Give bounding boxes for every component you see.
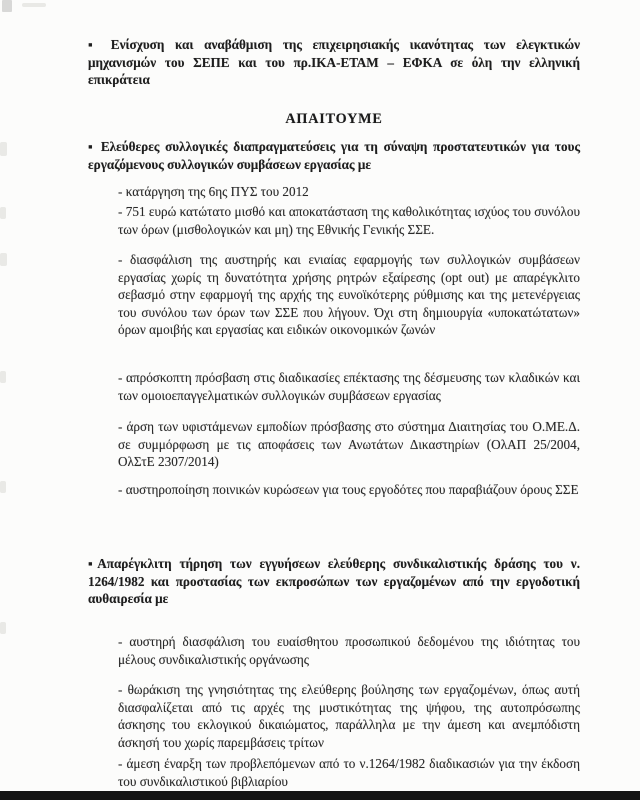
section-title-text: Απαρέγκλιτη τήρηση των εγγυήσεων ελεύθερης συνδικαλιστικής δράσης του ν. 1264/1982 και προστασίας των εκπροσώπων των εργαζομένων από την εργοδοτική αυθαιρεσία με	[88, 556, 580, 606]
demand-item-text: - άμεση έναρξη των προβλεπόμενων από το ν.1264/1982 διαδικασιών για την έκδοση του συνδικαλιστικού βιβλιαρίου	[118, 756, 580, 789]
scan-artifact	[2, 0, 12, 12]
main-heading: ΑΠΑΙΤΟΥΜΕ	[285, 111, 383, 127]
demand-item	[118, 251, 580, 339]
demand-item-text: - αυστηροποίηση ποινικών κυρώσεων για τους εργοδότες που παραβιάζουν όρους ΣΣΕ	[118, 482, 579, 497]
demand-item	[118, 633, 580, 668]
scan-artifact	[0, 142, 7, 156]
scan-artifact	[0, 481, 6, 493]
demand-item	[118, 681, 580, 751]
intro-bullet-text: Ενίσχυση και αναβάθμιση της επιχειρησιακής ικανότητας των ελεγκτικών μηχανισμών του ΣΕΠΕ και του πρ.ΙΚΑ-ΕΤΑΜ – ΕΦΚΑ σε όλη την ελληνική επικράτεια	[88, 37, 580, 87]
demand-item-text: - 751 ευρώ κατώτατο μισθό και αποκατάσταση της καθολικότητας ισχύος του συνόλου των όρων (μισθολογικών και μη) της Εθνικής Γενικής ΣΣΕ.	[118, 204, 580, 237]
square-bullet-icon: ▪	[88, 139, 96, 154]
scan-edge-bar	[0, 791, 640, 800]
scan-artifact	[0, 207, 6, 219]
section-title-collective-bargaining	[88, 138, 580, 173]
demand-item-text: - κατάργηση της 6ης ΠΥΣ του 2012	[118, 184, 309, 199]
demand-item	[118, 481, 580, 499]
demand-item-text: - αυστηρή διασφάλιση του ευαίσθητου προσωπικού δεδομένου της ιδιότητας του μέλους συνδικαλιστικής οργάνωσης	[118, 634, 580, 667]
section-title-text: Ελεύθερες συλλογικές διαπραγματεύσεις για τη σύναψη προστατευτικών για τους εργαζόμενους συλλογικών συμβάσεων εργασίας με	[88, 139, 581, 172]
demand-item	[118, 203, 580, 238]
scan-artifact	[0, 371, 6, 383]
scan-artifact	[0, 622, 6, 634]
scan-artifact	[0, 253, 7, 266]
demand-item	[118, 418, 580, 471]
demand-item	[118, 755, 580, 790]
demand-item-text: - άρση των υφιστάμενων εμποδίων πρόσβασης στο σύστημα Διαιτησίας του Ο.ΜΕ.Δ. σε συμμόρφωση με τις αποφάσεις των Ανωτάτων Δικαστηρίων (ΟλΑΠ 25/2004, ΟλΣτΕ 2307/2014)	[118, 419, 580, 469]
intro-bullet-paragraph	[88, 36, 580, 89]
section-title-union-protection	[88, 555, 580, 608]
demand-item-text: - απρόσκοπτη πρόσβαση στις διαδικασίες επέκτασης της δέσμευσης των κλαδικών και των ομοιοεπαγγελματικών συλλογικών συμβάσεων εργασίας	[118, 370, 580, 403]
square-bullet-icon: ▪	[88, 37, 101, 52]
scan-artifact	[22, 3, 46, 7]
demand-item-text: - διασφάλιση της αυστηρής και ενιαίας εφαρμογής των συλλογικών συμβάσεων εργασίας χωρίς τη δυνατότητα χρήσης ρητρών εξαίρεσης (opt out) με απαρέγκλιτο σεβασμό στην εφαρμογή της αρχής της ευνοϊκότερης ρύθμισης και της μετενέργειας του συνόλου των όρων των ΣΣΕ που λήγουν. Όχι στη δημιουργία «υποκατώτατων» όρων αμοιβής και εργασίας και ειδικών οικονομικών ζωνών	[118, 252, 580, 337]
demand-item	[118, 183, 580, 201]
demand-item-text: - θωράκιση της γνησιότητας της ελεύθερης βούλησης των εργαζομένων, όπως αυτή διασφαλίζεται από τις αρχές της μυστικότητας της ψήφου, της αυτοπρόσωπης άσκησης του εκλογικού δικαιώματος, παράλληλα με την άμεση και ανεμπόδιστη άσκησή του χωρίς παρεμβάσεις τρίτων	[118, 682, 580, 750]
demand-item	[118, 369, 580, 404]
square-bullet-icon: ▪	[88, 556, 98, 571]
